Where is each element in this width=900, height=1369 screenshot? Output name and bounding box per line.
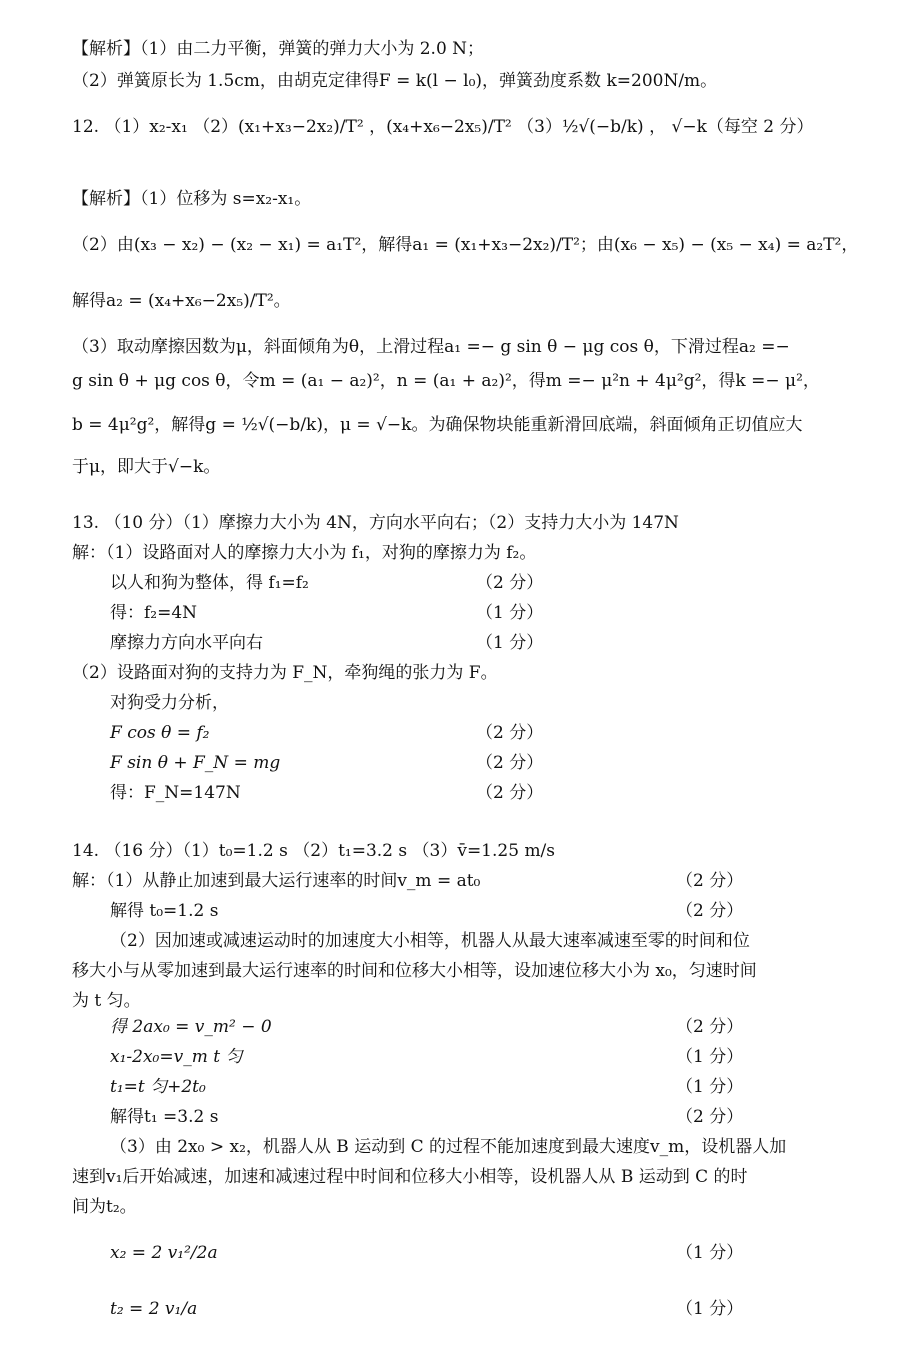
solution-14-part2-line2: 移大小与从零加速到最大运行速率的时间和位移大小相等，设加速位移大小为 x₀，匀速时间 (72, 961, 757, 981)
score-14-eq5: （1 分） (676, 1243, 744, 1263)
analysis-11-part2: （2）弹簧原长为 1.5cm，由胡克定律得F = k(l − l₀)，弹簧劲度系数 k=200N/m。 (72, 71, 718, 91)
answer-14: 14. （16 分）（1）t₀=1.2 s （2）t₁=3.2 s （3）v̄=1.25 m/s (72, 841, 556, 861)
solution-14-eq6: t₂ = 2 v₁/a (110, 1299, 198, 1319)
solution-14-eq4: 解得t₁ =3.2 s (110, 1107, 219, 1127)
solution-13-force-analysis: 对狗受力分析， (110, 693, 229, 713)
solution-13-step3: 摩擦力方向水平向右 (110, 633, 263, 653)
solution-13-eq1: F cos θ = f₂ (110, 723, 210, 743)
analysis-12-part3-line4: 于μ，即大于√−k。 (72, 457, 221, 477)
analysis-12-part3: （3）取动摩擦因数为μ，斜面倾角为θ，上滑过程a₁ =− g sin θ − μg cos θ，下滑过程a₂ =− (72, 337, 790, 357)
analysis-12-part2-cont: 解得a₂ = (x₄+x₆−2x₅)/T²。 (72, 291, 291, 311)
analysis-12-part1: 【解析】（1）位移为 s=x₂-x₁。 (72, 189, 312, 209)
solution-13-part2: （2）设路面对狗的支持力为 F_N，牵狗绳的张力为 F。 (72, 663, 498, 683)
solution-14-eq2: x₁-2x₀=v_m t 匀 (110, 1047, 243, 1067)
score-13-result: （2 分） (476, 783, 544, 803)
score-13-step1: （2 分） (476, 573, 544, 593)
solution-14-eq1: 得 2ax₀ = v_m² − 0 (110, 1017, 272, 1037)
solution-14-part1-result: 解得 t₀=1.2 s (110, 901, 219, 921)
solution-13-result: 得：F_N=147N (110, 783, 241, 803)
answer-13: 13. （10 分）（1）摩擦力大小为 4N，方向水平向右；（2）支持力大小为 147N (72, 513, 679, 533)
solution-13-step1: 以人和狗为整体，得 f₁=f₂ (110, 573, 309, 593)
score-14-eq2: （1 分） (676, 1047, 744, 1067)
solution-13-step2: 得：f₂=4N (110, 603, 198, 623)
score-13-eq2: （2 分） (476, 753, 544, 773)
solution-14-part1: 解：（1）从静止加速到最大运行速率的时间v_m = at₀ (72, 871, 481, 891)
solution-14-eq5: x₂ = 2 v₁²/2a (110, 1243, 218, 1263)
analysis-12-part3-line3: b = 4μ²g²，解得g = ½√(−b/k)，μ = √−k。为确保物块能重新滑回底端，斜面倾角正切值应大 (72, 415, 803, 435)
solution-14-eq3: t₁=t 匀+2t₀ (110, 1077, 206, 1097)
score-14-part1: （2 分） (676, 871, 744, 891)
score-14-eq6: （1 分） (676, 1299, 744, 1319)
solution-14-part2-line1: （2）因加速或减速运动时的加速度大小相等，机器人从最大速率减速至零的时间和位 (110, 931, 750, 951)
solution-14-part3-line3: 间为t₂。 (72, 1197, 137, 1217)
score-14-eq4: （2 分） (676, 1107, 744, 1127)
analysis-12-part2: （2）由(x₃ − x₂) − (x₂ − x₁) = a₁T²，解得a₁ = (x₁+x₃−2x₂)/T²；由(x₆ − x₅) − (x₅ − x₄) = a₂T²， (72, 235, 859, 255)
answer-12: 12. （1）x₂-x₁ （2）(x₁+x₃−2x₂)/T² ，(x₄+x₆−2x₅)/T² （3）½√(−b/k) ， √−k（每空 2 分） (72, 117, 814, 137)
solution-14-part3-line1: （3）由 2x₀ > x₂，机器人从 B 运动到 C 的过程不能加速度到最大速度v_m，设机器人加 (110, 1137, 787, 1157)
score-14-part1-result: （2 分） (676, 901, 744, 921)
score-13-step2: （1 分） (476, 603, 544, 623)
score-14-eq3: （1 分） (676, 1077, 744, 1097)
solution-14-part2-line3: 为 t 匀。 (72, 991, 141, 1011)
solution-14-part3-line2: 速到v₁后开始减速，加速和减速过程中时间和位移大小相等，设机器人从 B 运动到 C 的时 (72, 1167, 748, 1187)
solution-13-eq2: F sin θ + F_N = mg (110, 753, 281, 773)
score-13-eq1: （2 分） (476, 723, 544, 743)
score-13-step3: （1 分） (476, 633, 544, 653)
score-14-eq1: （2 分） (676, 1017, 744, 1037)
analysis-11-part1: 【解析】（1）由二力平衡，弹簧的弹力大小为 2.0 N； (72, 39, 485, 59)
solution-13-part1: 解：（1）设路面对人的摩擦力大小为 f₁，对狗的摩擦力为 f₂。 (72, 543, 537, 563)
analysis-12-part3-line2: g sin θ + μg cos θ，令m = (a₁ − a₂)²，n = (a₁ + a₂)²，得m =− μ²n + 4μ²g²，得k =− μ²， (72, 371, 820, 391)
